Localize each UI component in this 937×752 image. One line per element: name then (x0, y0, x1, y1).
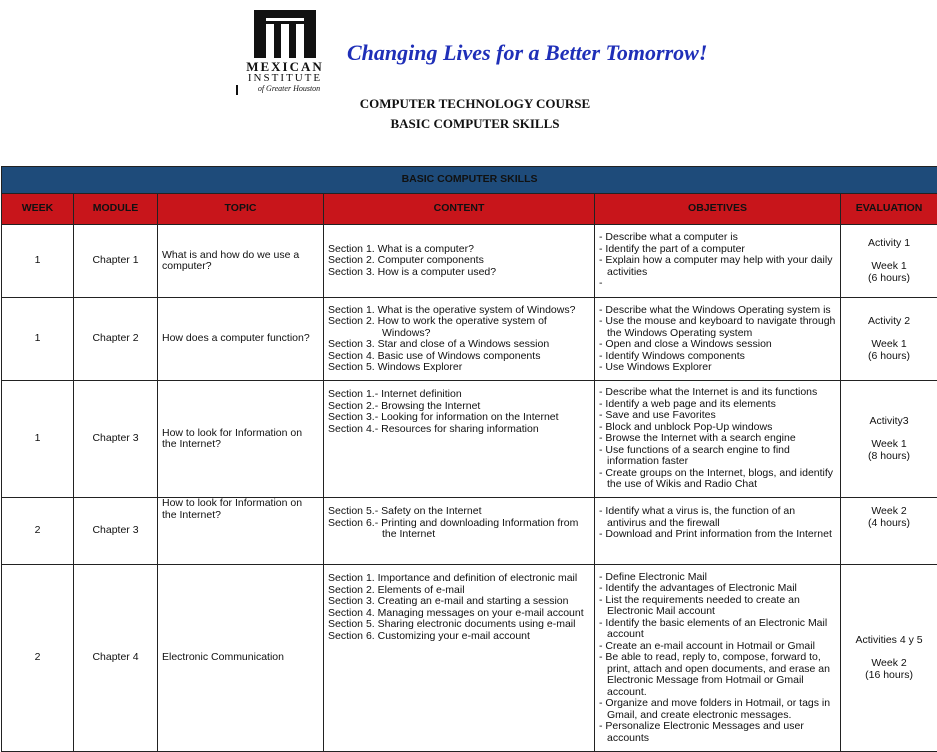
week-cell: 2 (2, 565, 74, 752)
table-row (2, 381, 937, 498)
content-line: Section 4. Managing messages on your e-mail account (328, 608, 590, 620)
column-header-objectives: OBJETIVES (595, 194, 841, 225)
evaluation-activity: Activities 4 y 5 (845, 635, 933, 647)
content-cell (324, 498, 595, 565)
table-banner-row (2, 167, 937, 194)
content-line: Section 5. Sharing electronic documents using e-mail (328, 619, 590, 631)
evaluation-cell (841, 565, 937, 752)
syllabus-table (1, 166, 937, 752)
evaluation-hours: (4 hours) (845, 518, 933, 530)
content-line: Section 4. Basic use of Windows components (328, 351, 590, 363)
week-cell: 2 (2, 498, 74, 565)
objective-item: - Identify what a virus is, the function of an antivirus and the firewall (599, 506, 836, 529)
evaluation-week: Week 1 (845, 339, 933, 351)
objective-item: - Create groups on the Internet, blogs, and identify the use of Wikis and Radio Chat (599, 468, 836, 491)
objectives-cell (595, 498, 841, 565)
tagline: Changing Lives for a Better Tomorrow! (347, 40, 707, 66)
table-row (2, 498, 937, 565)
table-row (2, 565, 937, 752)
evaluation-cell (841, 498, 937, 565)
content-line: Section 6. Customizing your e-mail account (328, 631, 590, 643)
evaluation-cell (841, 381, 937, 498)
document-header (0, 0, 937, 165)
objectives-cell (595, 565, 841, 752)
evaluation-week: Week 1 (845, 439, 933, 451)
content-line: Section 6.- Printing and downloading Information from (328, 518, 590, 530)
objective-item: - Describe what a computer is (599, 232, 836, 244)
evaluation-hours: (8 hours) (845, 451, 933, 463)
evaluation-hours: (6 hours) (845, 351, 933, 363)
objective-item: - Be able to read, reply to, compose, forward to, print, attach and open documents, and erase an Electronic Message from Hotmail or Gmail account. (599, 652, 836, 698)
content-cell (324, 225, 595, 298)
objective-item: - Describe what the Internet is and its functions (599, 387, 836, 399)
objective-item: - List the requirements needed to create an Electronic Mail account (599, 595, 836, 618)
content-line: Section 2.- Browsing the Internet (328, 401, 590, 413)
evaluation-activity: Activity 2 (845, 316, 933, 328)
objective-item: - Use Windows Explorer (599, 362, 836, 374)
content-line: Section 1.- Internet definition (328, 389, 590, 401)
column-header-topic: TOPIC (158, 194, 324, 225)
content-cell (324, 565, 595, 752)
evaluation-activity: Activity3 (845, 416, 933, 428)
objective-item: - Download and Print information from the Internet (599, 529, 836, 541)
content-line: the Internet (328, 529, 590, 541)
module-cell: Chapter 3 (74, 381, 158, 498)
content-line: Windows? (328, 328, 590, 340)
topic-cell: Electronic Communication (158, 565, 324, 752)
objective-item: - (599, 278, 836, 290)
column-header-module: MODULE (74, 194, 158, 225)
logo-divider (236, 85, 238, 95)
evaluation-week: Week 1 (845, 261, 933, 273)
content-line: Section 1. What is a computer? (328, 244, 590, 256)
logo-name: MEXICAN (232, 60, 338, 73)
objective-item: - Browse the Internet with a search engine (599, 433, 836, 445)
module-cell: Chapter 3 (74, 498, 158, 565)
topic-cell: What is and how do we use a computer? (158, 225, 324, 298)
content-line: Section 1. What is the operative system of Windows? (328, 305, 590, 317)
objective-item: - Identify Windows components (599, 351, 836, 363)
table-row (2, 298, 937, 381)
content-line: Section 2. Elements of e-mail (328, 585, 590, 597)
evaluation-week: Week 2 (845, 506, 933, 518)
course-subtitle: BASIC COMPUTER SKILLS (300, 116, 650, 132)
objective-item: - Use functions of a search engine to find information faster (599, 445, 836, 468)
module-cell: Chapter 4 (74, 565, 158, 752)
content-cell (324, 298, 595, 381)
objective-item: - Identify the basic elements of an Electronic Mail account (599, 618, 836, 641)
module-cell: Chapter 2 (74, 298, 158, 381)
objective-item: - Describe what the Windows Operating system is (599, 305, 836, 317)
content-cell (324, 381, 595, 498)
table-row (2, 225, 937, 298)
objective-item: - Identify the part of a computer (599, 244, 836, 256)
content-line: Section 2. How to work the operative system of (328, 316, 590, 328)
content-line: Section 5. Windows Explorer (328, 362, 590, 374)
logo-city: of Greater Houston (240, 84, 338, 93)
content-line: Section 5.- Safety on the Internet (328, 506, 590, 518)
week-cell: 1 (2, 298, 74, 381)
objective-item: - Create an e-mail account in Hotmail or Gmail (599, 641, 836, 653)
objective-item: - Personalize Electronic Messages and user accounts (599, 721, 836, 744)
topic-cell: How to look for Information on the Internet? (158, 381, 324, 498)
table-header-row (2, 194, 937, 225)
objective-item: - Block and unblock Pop-Up windows (599, 422, 836, 434)
evaluation-week: Week 2 (845, 658, 933, 670)
table-banner: BASIC COMPUTER SKILLS (2, 167, 937, 194)
evaluation-hours: (16 hours) (845, 670, 933, 682)
topic-cell: How does a computer function? (158, 298, 324, 381)
column-header-evaluation: EVALUATION (841, 194, 937, 225)
content-line: Section 3.- Looking for information on the Internet (328, 412, 590, 424)
content-line: Section 2. Computer components (328, 255, 590, 267)
objective-item: - Organize and move folders in Hotmail, or tags in Gmail, and create electronic messages. (599, 698, 836, 721)
logo-institute: INSTITUTE (232, 73, 338, 84)
objective-item: - Use the mouse and keyboard to navigate through the Windows Operating system (599, 316, 836, 339)
evaluation-cell (841, 298, 937, 381)
objective-item: - Open and close a Windows session (599, 339, 836, 351)
content-line: Section 4.- Resources for sharing information (328, 424, 590, 436)
objective-item: - Identify the advantages of Electronic Mail (599, 583, 836, 595)
objectives-cell (595, 381, 841, 498)
topic-cell: How to look for Information on the Internet? (158, 498, 324, 565)
content-line: Section 3. How is a computer used? (328, 267, 590, 279)
institute-logo (232, 10, 338, 96)
objective-item: - Identify a web page and its elements (599, 399, 836, 411)
evaluation-activity: Activity 1 (845, 238, 933, 250)
module-cell: Chapter 1 (74, 225, 158, 298)
course-title: COMPUTER TECHNOLOGY COURSE (300, 96, 650, 112)
objectives-cell (595, 298, 841, 381)
content-line: Section 1. Importance and definition of electronic mail (328, 573, 590, 585)
content-line: Section 3. Creating an e-mail and starting a session (328, 596, 590, 608)
objective-item: - Save and use Favorites (599, 410, 836, 422)
column-header-content: CONTENT (324, 194, 595, 225)
evaluation-cell (841, 225, 937, 298)
logo-m-icon (254, 10, 316, 58)
objectives-cell (595, 225, 841, 298)
evaluation-hours: (6 hours) (845, 273, 933, 285)
column-header-week: WEEK (2, 194, 74, 225)
objective-item: - Explain how a computer may help with your daily activities (599, 255, 836, 278)
week-cell: 1 (2, 381, 74, 498)
week-cell: 1 (2, 225, 74, 298)
objective-item: - Define Electronic Mail (599, 572, 836, 584)
content-line: Section 3. Star and close of a Windows session (328, 339, 590, 351)
